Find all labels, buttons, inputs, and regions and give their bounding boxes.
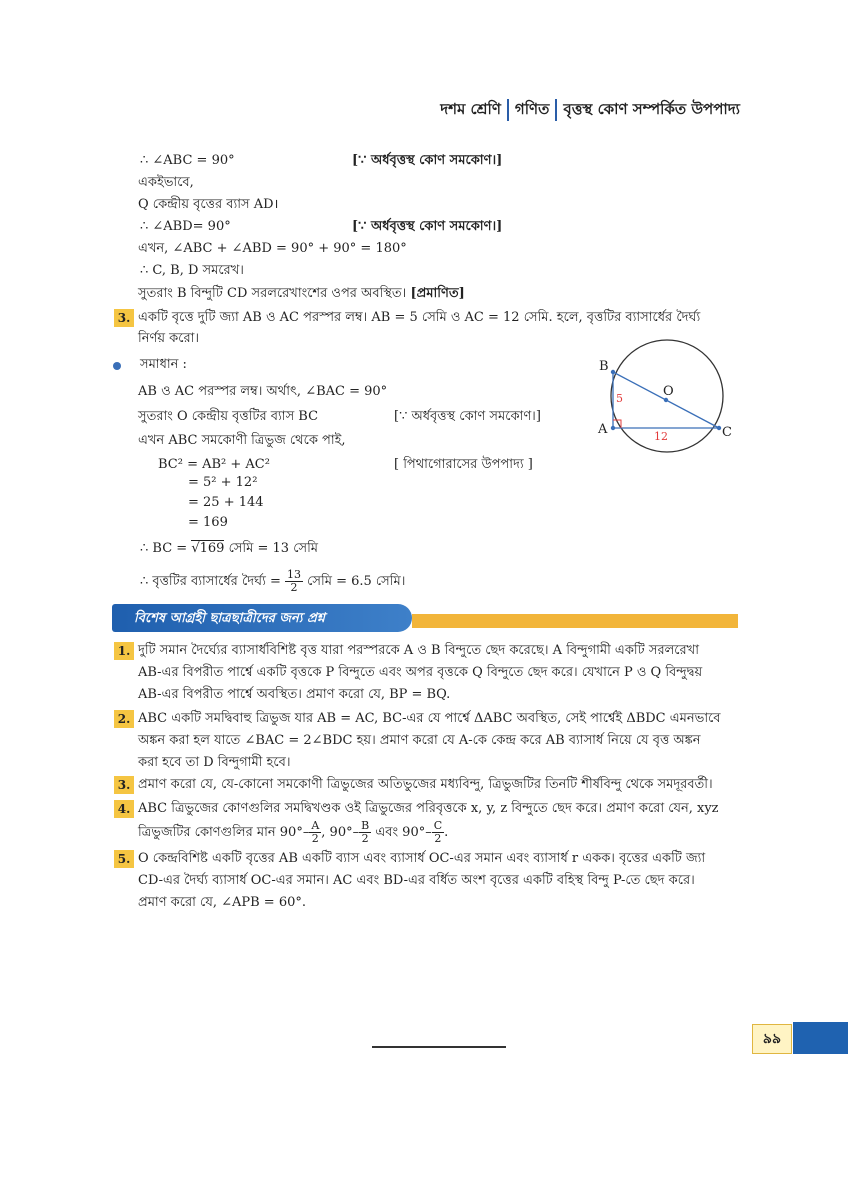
label-c: C bbox=[722, 425, 732, 440]
proof-line: ∴ ∠ABD= 90° bbox=[140, 219, 231, 234]
header-subject: গণিত bbox=[514, 100, 550, 118]
solution-line: = 25 + 144 bbox=[188, 495, 264, 510]
label-ab-length: 5 bbox=[616, 392, 623, 405]
header-separator bbox=[507, 99, 509, 121]
proof-line: এখন, ∠ABC + ∠ABD = 90° + 90° = 180° bbox=[138, 241, 407, 256]
proof-line: ∴ ∠ABC = 90° bbox=[140, 153, 235, 168]
solution-line: ∴ বৃত্তটির ব্যাসার্ধের দৈর্ঘ্য = $\frac{13}{2}$ সেমি = 6.5 সেমি। bbox=[140, 568, 406, 594]
exercise-text: CD-এর দৈর্ঘ্য ব্যাসার্ধ OC-এর সমান। AC এবং BD-এর বর্ধিত অংশ বৃত্তের একটি বহিস্থ বিন্দু P-তে ছেদ করে। bbox=[138, 873, 695, 888]
exercise-number: 5. bbox=[114, 850, 134, 868]
point-c bbox=[717, 426, 721, 430]
solution-line: AB ও AC পরস্পর লম্ব। অর্থাৎ, ∠BAC = 90° bbox=[138, 384, 388, 399]
point-b bbox=[611, 370, 615, 374]
circle-diagram bbox=[592, 336, 742, 466]
solution-line: এখন ABC সমকোণী ত্রিভুজ থেকে পাই, bbox=[138, 433, 346, 448]
fraction: $\frac{13}{2}$ bbox=[287, 568, 301, 594]
exercise-number: 4. bbox=[114, 800, 134, 818]
page-number: ৯৯ bbox=[752, 1024, 792, 1054]
proof-reason: [∵ অর্ধবৃত্তস্থ কোণ সমকোণ।] bbox=[352, 153, 503, 168]
solution-line: = 5² + 12² bbox=[188, 475, 258, 490]
exercise-text: প্রমাণ করো যে, ∠APB = 60°. bbox=[138, 895, 306, 910]
proof-line: Q কেন্দ্রীয় বৃত্তের ব্যাস AD। bbox=[138, 197, 279, 212]
question-text: নির্ণয় করো। bbox=[138, 331, 200, 346]
exercise-text: দুটি সমান দৈর্ঘ্যের ব্যাসার্ধবিশিষ্ট বৃত্ত যারা পরস্পরকে A ও B বিন্দুতে ছেদ করেছে। A বিন্দুগামী একটি সরলরেখা bbox=[138, 643, 699, 658]
exercise-text: ABC একটি সমদ্বিবাহু ত্রিভুজ যার AB = AC, BC-এর যে পার্শ্বে ΔABC অবস্থিত, সেই পার্শ্বেই ΔBDC এমনভাবে bbox=[138, 711, 721, 726]
fraction: $\frac{B}{2}$ bbox=[361, 819, 370, 845]
label-a: A bbox=[598, 422, 608, 437]
exercise-text: AB-এর বিপরীত পার্শ্বে অবস্থিত। প্রমাণ করো যে, BP = BQ. bbox=[138, 687, 451, 702]
header-chapter: বৃত্তস্থ কোণ সম্পর্কিত উপপাদ্য bbox=[563, 100, 740, 118]
section-banner-bar bbox=[412, 614, 738, 628]
exercise-text: ABC ত্রিভুজের কোণগুলির সমদ্বিখণ্ডক ওই ত্রিভুজের পরিবৃত্তকে x, y, z বিন্দুতে ছেদ করে। প্রমাণ করো যেন, xyz bbox=[138, 801, 719, 816]
proof-line: একইভাবে, bbox=[138, 175, 194, 190]
solution-heading: সমাধান : bbox=[140, 357, 187, 372]
section-title: বিশেষ আগ্রহী ছাত্রছাত্রীদের জন্য প্রশ্ন bbox=[134, 611, 325, 626]
bullet-icon bbox=[113, 362, 121, 370]
exercise-text: প্রমাণ করো যে, যে-কোনো সমকোণী ত্রিভুজের অতিভুজের মধ্যবিন্দু, ত্রিভুজটির তিনটি শীর্ষবিন্দু থেকে সমদূরবর্তী। bbox=[138, 777, 713, 792]
fraction: $\frac{A}{2}$ bbox=[311, 819, 320, 845]
footer-rule bbox=[372, 1046, 506, 1048]
exercise-text: O কেন্দ্রবিশিষ্ট একটি বৃত্তের AB একটি ব্যাস এবং ব্যাসার্ধ OC-এর সমান এবং ব্যাসার্ধ r একক। বৃত্তের একটি জ্যা bbox=[138, 851, 706, 866]
proved-tag: [প্রমাণিত] bbox=[410, 286, 465, 301]
solution-line: সুতরাং O কেন্দ্রীয় বৃত্তটির ব্যাস BC bbox=[138, 409, 319, 424]
exercise-number: 1. bbox=[114, 642, 134, 660]
question-text: একটি বৃত্তে দুটি জ্যা AB ও AC পরস্পর লম্ব। AB = 5 সেমি ও AC = 12 সেমি. হলে, বৃত্তটির ব্যাসার্ধের দৈর্ঘ্য bbox=[138, 310, 701, 325]
proof-reason: [∵ অর্ধবৃত্তস্থ কোণ সমকোণ।] bbox=[352, 219, 503, 234]
page-number-bar bbox=[793, 1022, 848, 1054]
exercise-text: অঙ্কন করা হল যাতে ∠BAC = 2∠BDC হয়। প্রমাণ করো যে A-কে কেন্দ্র করে AB ব্যাসার্ধ নিয়ে যে বৃত্ত অঙ্কন bbox=[138, 733, 701, 748]
solution-reason: [ পিথাগোরাসের উপপাদ্য ] bbox=[394, 457, 533, 472]
fraction: $\frac{C}{2}$ bbox=[433, 819, 443, 845]
label-ac-length: 12 bbox=[654, 430, 668, 443]
solution-reason: [∵ অর্ধবৃত্তস্থ কোণ সমকোণ।] bbox=[394, 409, 541, 424]
proof-line: সুতরাং B বিন্দুটি CD সরলরেখাংশের ওপর অবস্থিত। [প্রমাণিত] bbox=[138, 286, 465, 301]
exercise-text: করা হবে তা D বিন্দুগামী হবে। bbox=[138, 755, 291, 770]
exercise-number: 3. bbox=[114, 776, 134, 794]
solution-line: ∴ BC = √169 সেমি = 13 সেমি bbox=[140, 541, 319, 556]
point-a bbox=[611, 426, 615, 430]
exercise-text: AB-এর বিপরীত পার্শ্বে একটি বৃত্তকে P বিন্দুতে এবং অপর বৃত্তকে Q বিন্দুতে ছেদ করে। যেখানে P ও Q বিন্দুদ্বয় bbox=[138, 665, 703, 680]
label-b: B bbox=[599, 359, 609, 374]
proof-line: ∴ C, B, D সমরেখ। bbox=[140, 263, 244, 278]
page-header bbox=[440, 98, 740, 123]
question-number: 3. bbox=[114, 309, 134, 327]
solution-line: BC² = AB² + AC² bbox=[158, 457, 270, 472]
header-class: দশম শ্রেণি bbox=[440, 100, 501, 118]
exercise-text: ত্রিভুজটির কোণগুলির মান 90°– $\frac{A}{2}$ , 90°– $\frac{B}{2}$ এবং 90°– $\frac{C}{2}$ . bbox=[138, 819, 449, 845]
label-o: O bbox=[663, 384, 674, 399]
exercise-number: 2. bbox=[114, 710, 134, 728]
solution-line: = 169 bbox=[188, 515, 228, 530]
header-separator bbox=[555, 99, 557, 121]
